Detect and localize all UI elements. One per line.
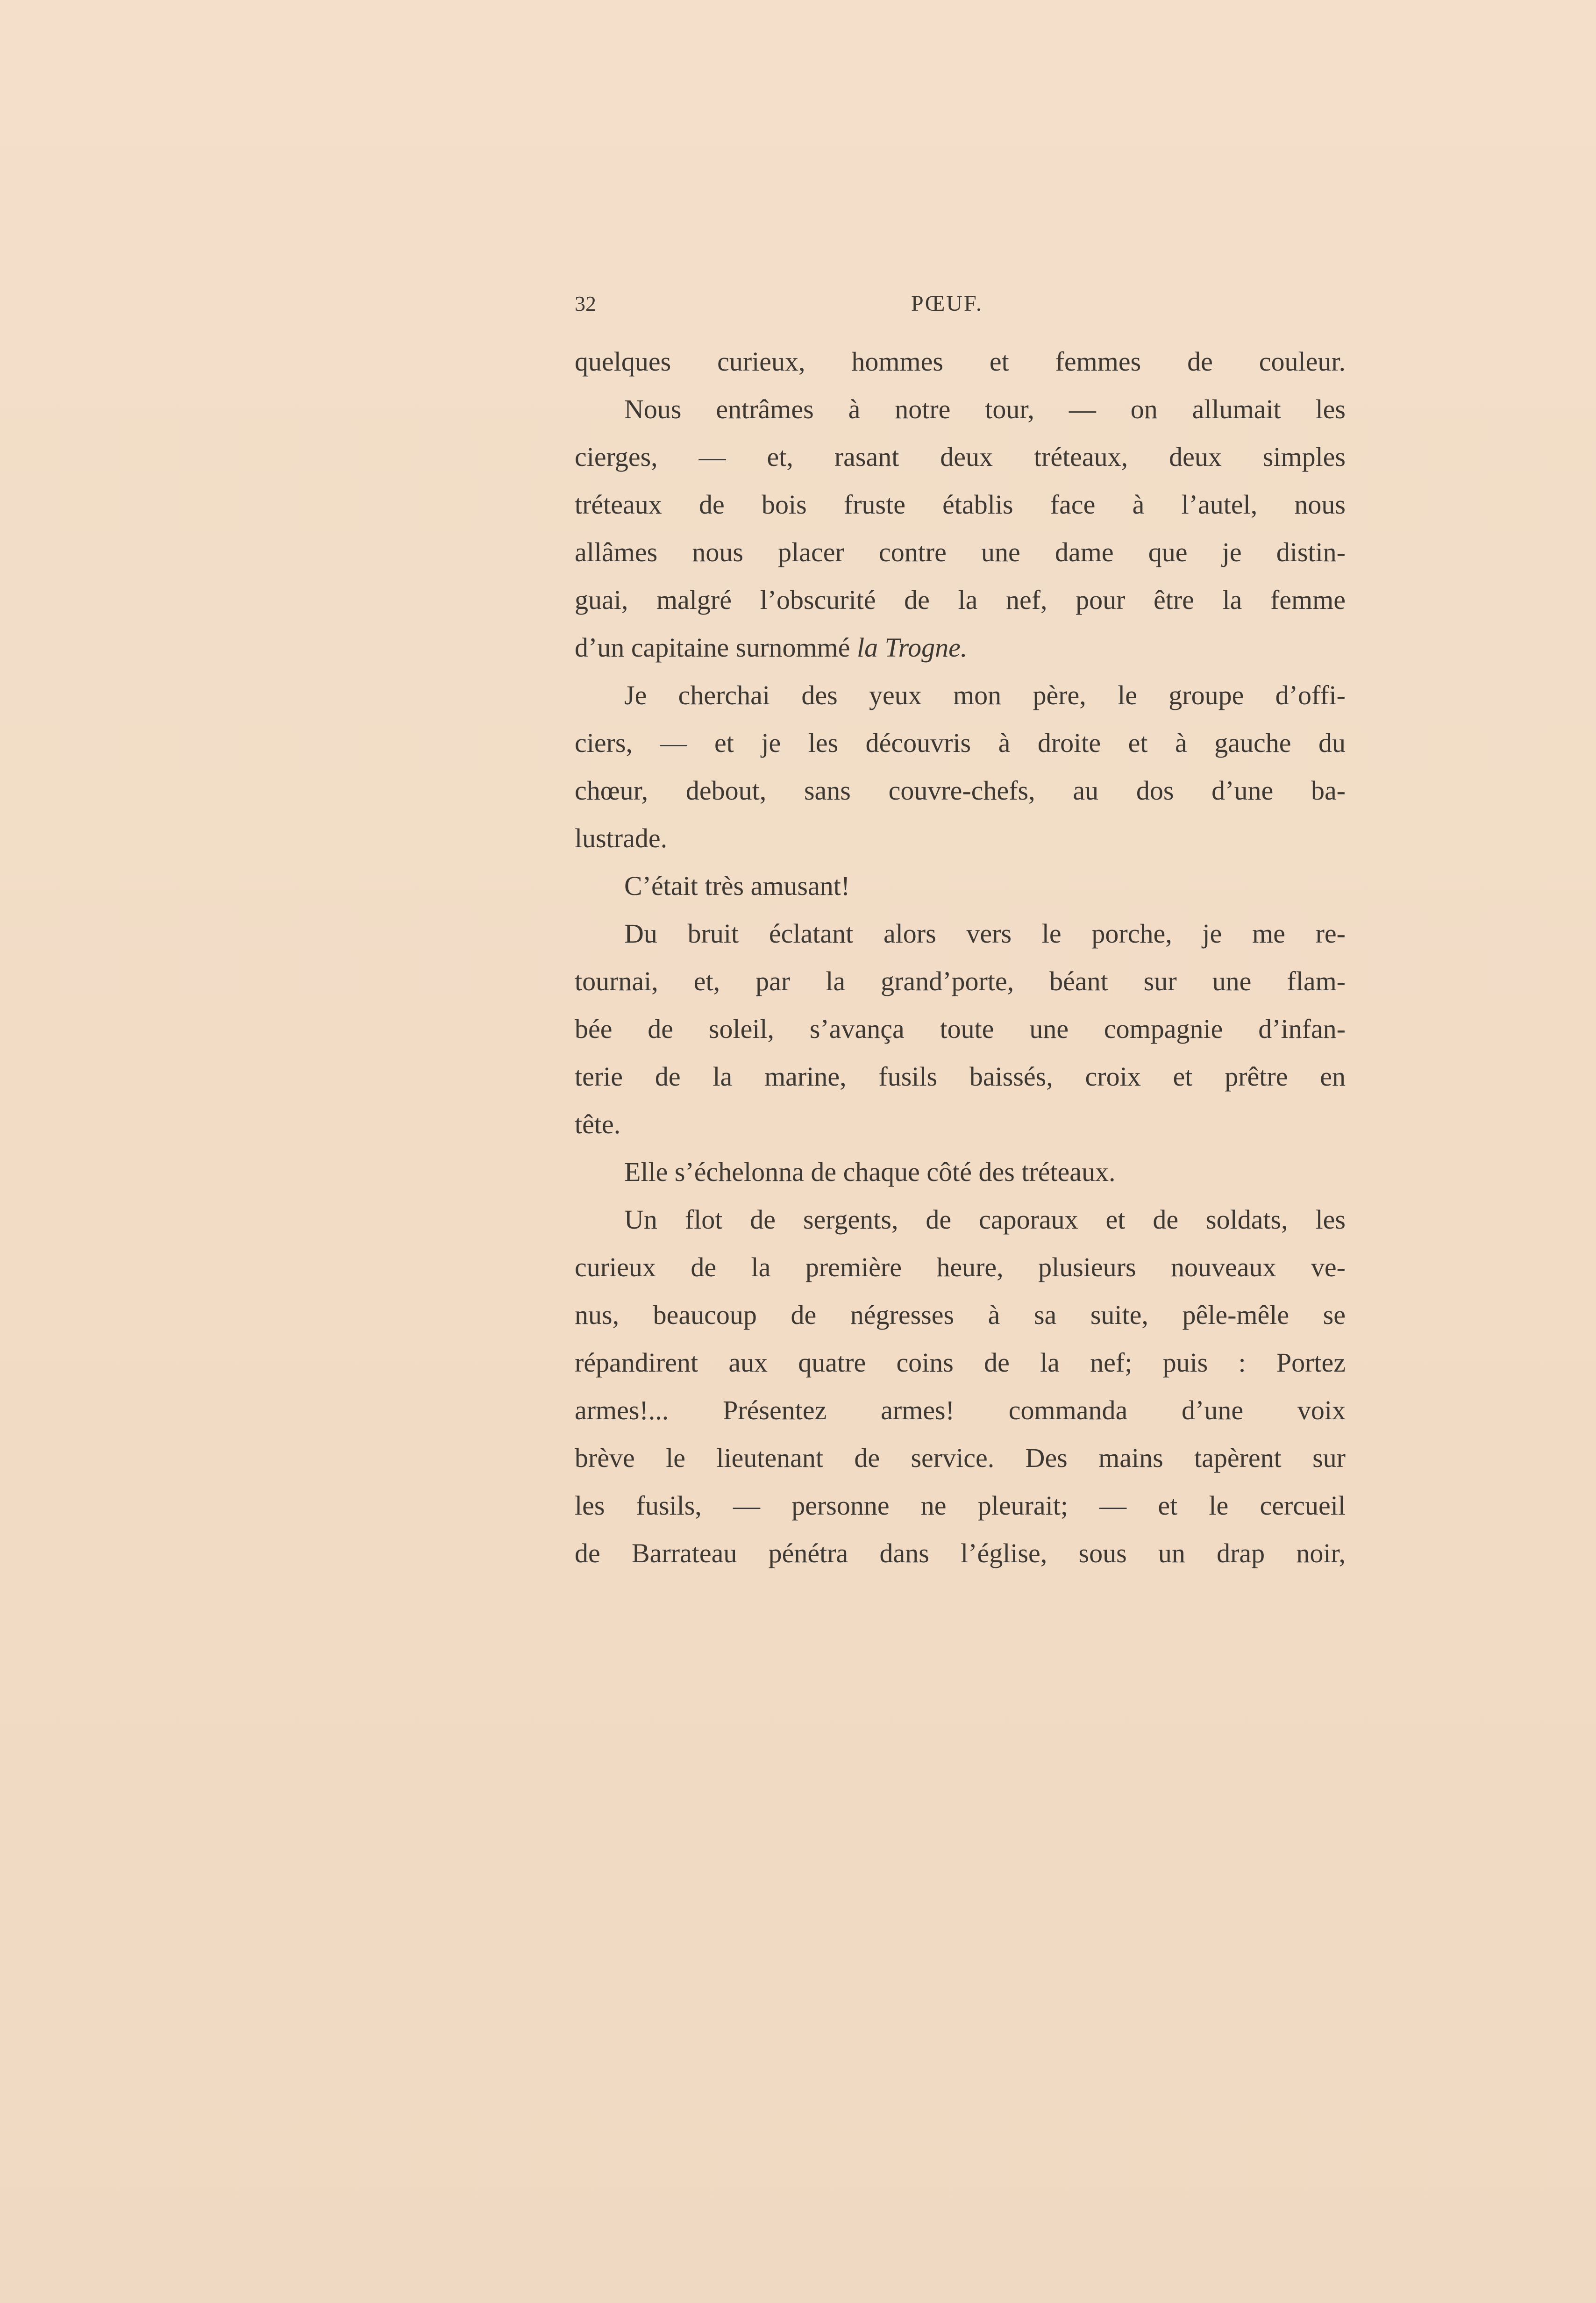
text-line: tournai, et, par la grand’porte, béant sur une flam- [575, 966, 1346, 996]
italic-name: la Trogne. [857, 632, 968, 663]
text-fragment: d’un capitaine surnommé [575, 632, 850, 663]
text-line: Je cherchai des yeux mon père, le groupe d’offi- [624, 680, 1346, 710]
text-line: Un flot de sergents, de caporaux et de soldats, les [624, 1204, 1346, 1235]
text-line: allâmes nous placer contre une dame que je distin- [575, 537, 1346, 567]
text-line: les fusils, — personne ne pleurait; — et le cercueil [575, 1490, 1346, 1521]
text-line: répandirent aux quatre coins de la nef; puis : Portez [575, 1347, 1346, 1378]
running-title: PŒUF. [911, 291, 983, 316]
text-line: Elle s’échelonna de chaque côté des tréteaux. [624, 1157, 1116, 1187]
running-head [575, 285, 1346, 322]
text-line: C’était très amusant! [624, 871, 850, 901]
text-line: tréteaux de bois fruste établis face à l’autel, nous [575, 489, 1346, 520]
text-line: Du bruit éclatant alors vers le porche, je me re- [624, 918, 1346, 949]
text-line: tête. [575, 1109, 621, 1139]
text-line: curieux de la première heure, plusieurs nouveaux ve- [575, 1252, 1346, 1282]
text-line: de Barrateau pénétra dans l’église, sous un drap noir, [575, 1538, 1346, 1568]
page-number: 32 [575, 292, 596, 315]
text-line [575, 624, 1346, 672]
text-line: ciers, — et je les découvris à droite et à gauche du [575, 728, 1346, 758]
text-line: terie de la marine, fusils baissés, croix et prêtre en [575, 1061, 1346, 1092]
text-line: brève le lieutenant de service. Des mains tapèrent sur [575, 1443, 1346, 1473]
text-line: Nous entrâmes à notre tour, — on allumait les [624, 394, 1346, 424]
text-line: armes!... Présentez armes! commanda d’une voix [575, 1395, 1346, 1425]
text-line: chœur, debout, sans couvre-chefs, au dos d’une ba- [575, 775, 1346, 806]
text-line: guai, malgré l’obscurité de la nef, pour être la femme [575, 585, 1346, 615]
text-line: lustrade. [575, 823, 668, 853]
text-line: cierges, — et, rasant deux tréteaux, deux simples [575, 442, 1346, 472]
text-line: bée de soleil, s’avança toute une compagnie d’infan- [575, 1014, 1346, 1044]
text-line: nus, beaucoup de négresses à sa suite, pêle-mêle se [575, 1300, 1346, 1330]
body-text [575, 338, 1346, 1577]
text-line: quelques curieux, hommes et femmes de couleur. [575, 346, 1346, 377]
